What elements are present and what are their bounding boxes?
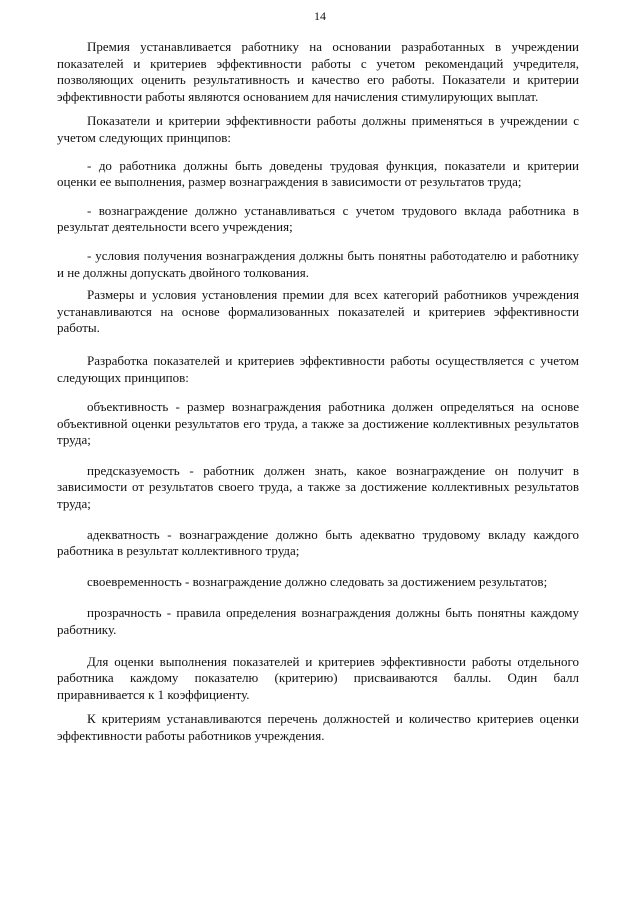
paragraph-predictability: предсказуемость - работник должен знать, какое вознаграждение он получит в зависимости от результатов своего труда, а также за достижение коллективных результатов труда; (57, 462, 579, 512)
paragraph-development-intro: Разработка показателей и критериев эффективности работы осуществляется с учетом следующих принципов: (57, 352, 579, 385)
paragraph-principle-2: - вознаграждение должно устанавливаться с учетом трудового вклада работника в результат деятельности всего учреждения; (57, 202, 579, 235)
paragraph-scoring: Для оценки выполнения показателей и критериев эффективности работы отдельного работника каждому показателю (критерию) присваиваются баллы. Один балл приравнивается к 1 коэффициенту. (57, 653, 579, 702)
paragraph-principle-3: - условия получения вознаграждения должны быть понятны работодателю и работнику и не должны допускать двойного толкования. (57, 247, 579, 280)
paragraph-bonus-conditions: Размеры и условия установления премии для всех категорий работников учреждения устанавливаются на основе формализованных показателей и критериев эффективности работы. (57, 287, 579, 336)
paragraph-criteria-list: К критериям устанавливаются перечень должностей и количество критериев оценки эффективности работы работников учреждения. (57, 711, 579, 743)
paragraph-adequacy: адекватность - вознаграждение должно быть адекватно трудовому вкладу каждого работника в результат коллективного труда; (57, 526, 579, 559)
paragraph-transparency: прозрачность - правила определения вознаграждения должны быть понятны каждому работнику. (57, 605, 579, 638)
paragraph-timeliness: своевременность - вознаграждение должно следовать за достижением результатов; (87, 573, 548, 589)
document-body (57, 39, 579, 745)
page-number: 14 (314, 9, 326, 23)
paragraph-bonus-basis: Премия устанавливается работнику на основании разработанных в учреждении показателей и критериев эффективности работы с учетом рекомендаций учредителя, позволяющих оценить результативность и качество его работы. Показатели и критерии эффективности работы являются основанием для начисления стимулирующих выплат. (57, 39, 579, 104)
paragraph-objectivity: объективность - размер вознаграждения работника должен определяться на основе объективной оценки результатов его труда, а также за достижение коллективных результатов труда; (57, 399, 579, 448)
paragraph-principle-1: - до работника должны быть доведены трудовая функция, показатели и критерии оценки ее выполнения, размер вознаграждения в зависимости от результатов труда; (57, 157, 579, 190)
paragraph-principles-intro: Показатели и критерии эффективности работы должны применяться в учреждении с учетом следующих принципов: (57, 113, 579, 145)
